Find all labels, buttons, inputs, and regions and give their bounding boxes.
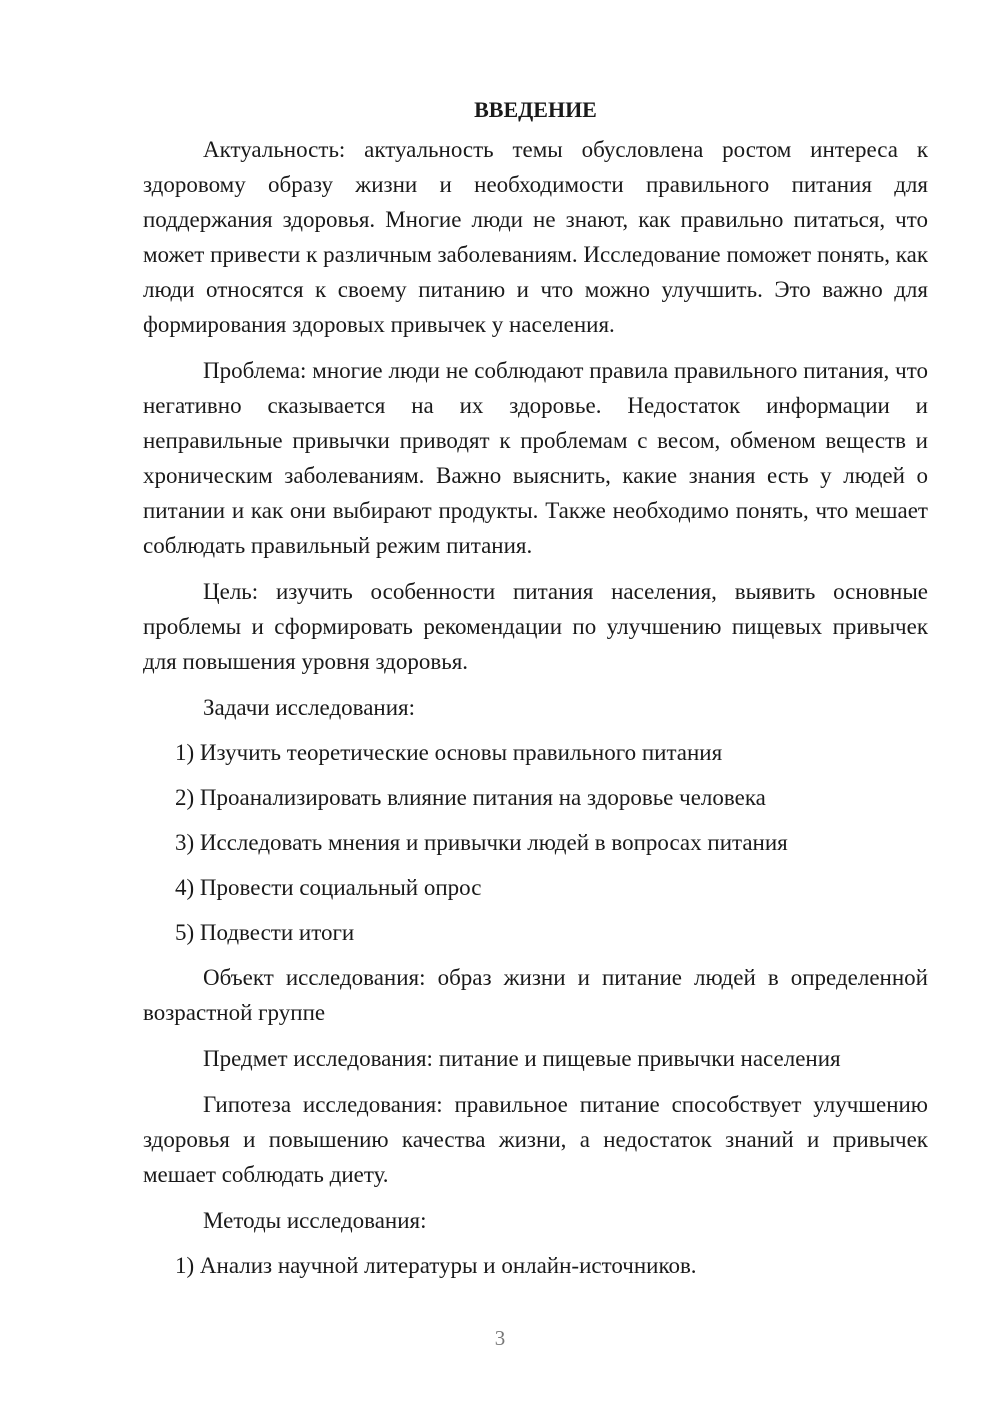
- section-title: ВВЕДЕНИЕ: [474, 97, 597, 122]
- tasks-heading: Задачи исследования:: [203, 695, 416, 720]
- task-item: 3) Исследовать мнения и привычки людей в вопросах питания: [175, 830, 788, 855]
- relevance-paragraph: Актуальность: актуальность темы обусловлена ростом интереса к здоровому образу жизни и необходимости правильного питания для поддержания здоровья. Многие люди не знают, как правильно питаться, что может привести к различным заболеваниям. Исследование поможет понять, как люди относятся к своему питанию и что можно улучшить. Это важно для формирования здоровых привычек у населения.: [143, 137, 928, 337]
- document-page: [143, 92, 928, 1293]
- task-item: 1) Изучить теоретические основы правильного питания: [175, 740, 723, 765]
- subject-paragraph: Предмет исследования: питание и пищевые привычки населения: [203, 1046, 841, 1071]
- method-item: 1) Анализ научной литературы и онлайн-источников.: [175, 1253, 697, 1278]
- task-item: 4) Провести социальный опрос: [175, 875, 482, 900]
- task-item: 2) Проанализировать влияние питания на здоровье человека: [175, 785, 766, 810]
- page-number: 3: [494, 1326, 506, 1350]
- methods-heading: Методы исследования:: [203, 1208, 427, 1233]
- goal-paragraph: Цель: изучить особенности питания населения, выявить основные проблемы и сформировать рекомендации по улучшению пищевых привычек для повышения уровня здоровья.: [143, 579, 928, 674]
- hypothesis-paragraph: Гипотеза исследования: правильное питание способствует улучшению здоровья и повышению качества жизни, а недостаток знаний и привычек мешает соблюдать диету.: [143, 1092, 928, 1187]
- problem-paragraph: Проблема: многие люди не соблюдают правила правильного питания, что негативно сказывается на их здоровье. Недостаток информации и неправильные привычки приводят к проблемам с весом, обменом веществ и хроническим заболеваниям. Важно выяснить, какие знания есть у людей о питании и как они выбирают продукты. Также необходимо понять, что мешает соблюдать правильный режим питания.: [143, 358, 928, 558]
- object-paragraph: Объект исследования: образ жизни и питание людей в определенной возрастной группе: [143, 965, 928, 1025]
- task-item: 5) Подвести итоги: [175, 920, 355, 945]
